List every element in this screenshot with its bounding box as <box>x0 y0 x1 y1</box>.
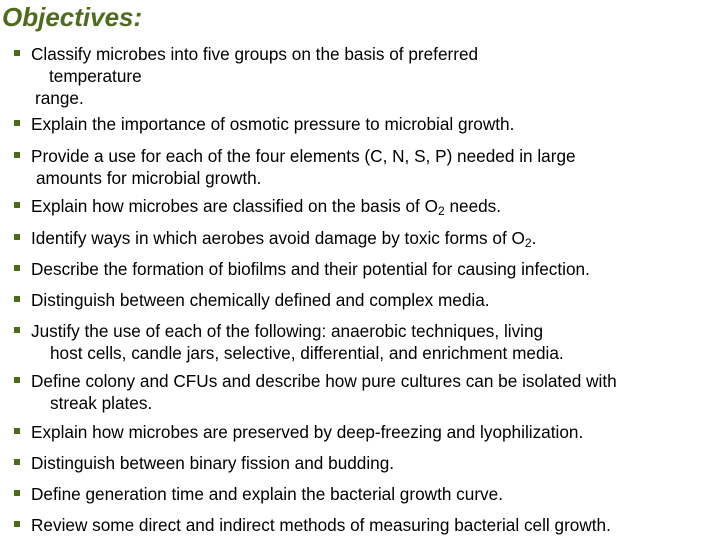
item-text: Review some direct and indirect methods of measuring bacterial cell growth. <box>31 515 611 535</box>
square-bullet-icon <box>14 327 20 333</box>
square-bullet-icon <box>14 521 20 527</box>
square-bullet-icon <box>14 202 20 208</box>
item-text: Describe the formation of biofilms and their potential for causing infection. <box>31 259 590 279</box>
item-text-cont: amounts for microbial growth. <box>36 168 262 188</box>
item-text-cont: streak plates. <box>50 393 153 413</box>
item-text: Explain how microbes are preserved by deep-freezing and lyophilization. <box>31 422 584 442</box>
item-text: Identify ways in which aerobes avoid damage by toxic forms of $O_2$. <box>31 228 537 250</box>
item-text: Distinguish between binary fission and budding. <box>31 453 395 473</box>
item-text-cont: host cells, candle jars, selective, differential, and enrichment media. <box>50 343 564 363</box>
item-text: Provide a use for each of the four elements (C, N, S, P) needed in large <box>31 146 576 166</box>
item-text-cont: range. <box>35 88 84 108</box>
square-bullet-icon <box>14 377 20 383</box>
square-bullet-icon <box>14 152 20 158</box>
square-bullet-icon <box>14 120 20 126</box>
square-bullet-icon <box>14 490 20 496</box>
item-text: Explain the importance of osmotic pressure to microbial growth. <box>31 114 515 134</box>
square-bullet-icon <box>14 296 20 302</box>
page-title: Objectives: <box>2 2 143 32</box>
square-bullet-icon <box>14 50 20 56</box>
square-bullet-icon <box>14 234 20 240</box>
item-text-cont: temperature <box>49 66 142 86</box>
square-bullet-icon <box>14 265 20 271</box>
item-text: Define colony and CFUs and describe how pure cultures can be isolated with <box>31 371 617 391</box>
item-text: Distinguish between chemically defined and complex media. <box>31 290 490 310</box>
item-text: Classify microbes into five groups on the basis of preferred <box>31 44 479 64</box>
item-text: Define generation time and explain the bacterial growth curve. <box>31 484 503 504</box>
item-text: Justify the use of each of the following: anaerobic techniques, living <box>31 321 544 341</box>
item-text: Explain how microbes are classified on the basis of $O_2$ needs. <box>31 196 502 218</box>
square-bullet-icon <box>14 428 20 434</box>
square-bullet-icon <box>14 459 20 465</box>
